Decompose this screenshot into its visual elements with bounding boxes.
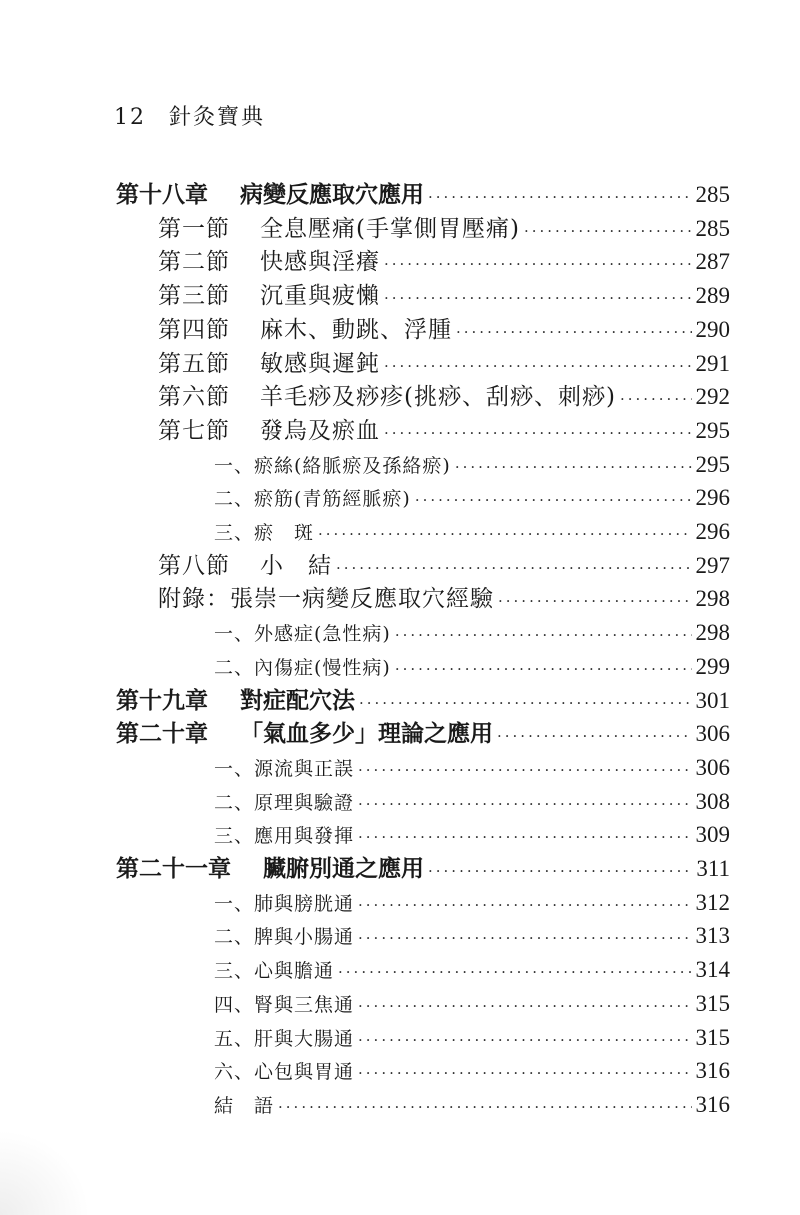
toc-entry-page: 292 [695, 384, 730, 410]
toc-entry-prefix: 第五節 [158, 350, 230, 377]
toc-entry-page: 316 [695, 1058, 730, 1084]
toc-entry-label [158, 347, 380, 381]
toc-entry-sec [158, 380, 730, 414]
dot-leader [358, 921, 691, 955]
toc-entry-sub [214, 785, 730, 819]
toc-entry-page: 309 [695, 822, 730, 848]
toc-entry-sub [214, 818, 730, 852]
toc-entry-label [158, 279, 380, 313]
toc-entry-page: 308 [695, 788, 730, 814]
toc-entry-title: 快感與淫癢 [260, 249, 380, 276]
toc-entry-title: 對症配穴法 [240, 687, 355, 714]
toc-entry-page: 311 [696, 856, 730, 881]
toc-entry-page: 315 [695, 990, 730, 1016]
toc-entry-label: 二、內傷症(慢性病) [214, 656, 391, 679]
toc-entry-page: 295 [695, 417, 730, 443]
dot-leader [358, 753, 691, 787]
toc-entry-label [158, 414, 380, 448]
dot-leader [456, 315, 692, 349]
toc-entry-label [158, 380, 616, 414]
toc-entry-sub [214, 448, 730, 482]
dot-leader [455, 450, 692, 484]
toc-entry-label: 五、肝與大腸通 [214, 1027, 355, 1050]
toc-entry-page: 289 [695, 283, 730, 309]
toc-entry-page: 316 [695, 1091, 730, 1117]
toc-entry-label [116, 852, 424, 886]
toc-entry-sub [214, 650, 730, 684]
toc-entry-label: 三、心與膽通 [214, 960, 335, 983]
page-header [114, 100, 265, 131]
toc-entry-page: 296 [695, 519, 730, 544]
toc-entry-chapter [116, 852, 730, 886]
toc-entry-sub [214, 1021, 730, 1055]
toc-entry-sub [214, 987, 730, 1021]
dot-leader [358, 1023, 691, 1057]
toc-entry-sub [214, 919, 730, 953]
toc-entry-sub [214, 515, 730, 549]
toc-entry-prefix: 第二節 [158, 249, 230, 276]
toc-entry-page: 314 [695, 957, 730, 983]
dot-leader [278, 1090, 691, 1124]
toc-entry-page: 298 [695, 586, 730, 612]
toc-entry-page: 290 [695, 316, 730, 342]
toc-entry-page: 285 [695, 182, 730, 207]
dot-leader [384, 281, 692, 315]
toc-entry-label: 結 語 [214, 1094, 275, 1117]
toc-entry-chapter [116, 717, 730, 751]
toc-entry-sub [214, 1088, 730, 1122]
toc-entry-sec [158, 347, 730, 381]
toc-entry-page: 298 [695, 620, 730, 646]
dot-leader [384, 247, 692, 281]
toc-entry-page: 296 [695, 485, 730, 511]
toc-entry-sub [214, 953, 730, 987]
toc-entry-page: 315 [695, 1024, 730, 1050]
dot-leader [384, 416, 692, 450]
toc-entry-title: 麻木、動跳、浮腫 [260, 316, 452, 343]
toc-entry-title: 沉重與疲懶 [260, 283, 380, 310]
dot-leader [336, 551, 692, 585]
toc-entry-label: 二、瘀筋(青筋經脈瘀) [214, 488, 411, 511]
toc-entry-title: 臟腑別通之應用 [263, 856, 424, 882]
toc-entry-sub [214, 1054, 730, 1088]
page-stain [0, 1130, 90, 1215]
book-title: 針灸寶典 [169, 105, 266, 130]
toc-entry-sub [214, 481, 730, 515]
toc-entry-sec [158, 245, 730, 279]
toc-entry-label: 一、瘀絲(絡脈瘀及孫絡瘀) [214, 454, 451, 477]
toc-entry-prefix: 第三節 [158, 283, 230, 310]
toc-entry-sub [214, 751, 730, 785]
toc-entry-sub [214, 616, 730, 650]
toc-entry-label [158, 549, 332, 583]
toc-entry-prefix: 第八節 [158, 552, 230, 579]
toc-entry-sec [158, 212, 730, 246]
dot-leader [359, 686, 692, 720]
dot-leader [358, 888, 691, 922]
dot-leader [358, 820, 691, 854]
toc-entry-label: 一、肺與膀胱通 [214, 892, 355, 915]
toc-entry-title: 羊毛痧及痧疹(挑痧、刮痧、刺痧) [260, 384, 616, 411]
toc-entry-page: 297 [695, 552, 730, 578]
toc-entry-prefix: 第二十一章 [116, 856, 231, 882]
dot-leader [428, 854, 692, 888]
toc-entry-prefix: 第七節 [158, 417, 230, 444]
toc-entry-app [158, 582, 730, 616]
dot-leader [338, 955, 691, 989]
toc-entry-page: 295 [695, 451, 730, 477]
toc-entry-label: 附錄：張崇一病變反應取穴經驗 [158, 586, 494, 613]
dot-leader [620, 382, 692, 416]
toc-entry-label [158, 313, 452, 347]
toc-entry-title: 發烏及瘀血 [260, 417, 380, 444]
toc-entry-sec [158, 279, 730, 313]
toc-entry-label [158, 212, 520, 246]
toc-entry-prefix: 第十九章 [116, 687, 208, 714]
toc-entry-label: 三、瘀 斑 [214, 522, 315, 544]
dot-leader [415, 483, 692, 517]
toc-entry-page: 287 [695, 249, 730, 275]
toc-entry-label: 二、原理與驗證 [214, 791, 355, 814]
dot-leader [428, 180, 692, 214]
toc-entry-label [116, 178, 424, 212]
toc-entry-page: 299 [695, 653, 730, 679]
toc-entry-label: 一、外感症(急性病) [214, 623, 391, 646]
toc-entry-label: 二、脾與小腸通 [214, 926, 355, 949]
toc-entry-label [116, 717, 493, 751]
toc-entry-label: 一、源流與正誤 [214, 757, 355, 780]
dot-leader [318, 517, 691, 551]
toc-entry-label [158, 245, 380, 279]
dot-leader [497, 719, 692, 753]
dot-leader [498, 584, 692, 618]
toc-entry-page: 313 [695, 923, 730, 949]
toc-entry-page: 306 [695, 721, 730, 747]
dot-leader [358, 989, 691, 1023]
dot-leader [524, 214, 692, 248]
toc-entry-prefix: 第一節 [158, 215, 230, 242]
toc-entry-label: 三、應用與發揮 [214, 825, 355, 848]
dot-leader [395, 618, 692, 652]
toc-entry-prefix: 第四節 [158, 316, 230, 343]
dot-leader [358, 1056, 691, 1090]
toc-entry-sec [158, 414, 730, 448]
toc-entry-title: 敏感與遲鈍 [260, 350, 380, 377]
dot-leader [395, 652, 692, 686]
toc-entry-label: 四、腎與三焦通 [214, 993, 355, 1016]
toc-entry-page: 306 [695, 754, 730, 780]
toc-entry-label [116, 684, 355, 718]
toc-entry-sub [214, 886, 730, 920]
dot-leader [358, 787, 691, 821]
toc-entry-page: 301 [695, 687, 730, 713]
toc-entry-title: 全息壓痛(手掌側胃壓痛) [260, 215, 520, 242]
toc-entry-page: 312 [695, 889, 730, 915]
toc-entry-prefix: 第六節 [158, 384, 230, 411]
page-number: 12 [114, 105, 146, 130]
dot-leader [384, 349, 692, 383]
toc-entry-page: 285 [695, 215, 730, 241]
toc-entry-title: 病變反應取穴應用 [240, 182, 424, 208]
toc-entry-chapter [116, 684, 730, 718]
toc-entry-title: 小 結 [260, 552, 332, 579]
toc-entry-prefix: 第十八章 [116, 182, 208, 208]
toc-entry-prefix: 第二十章 [116, 721, 208, 748]
toc-entry-chapter [116, 178, 730, 212]
toc-entry-page: 291 [695, 350, 730, 376]
toc-entry-sec [158, 313, 730, 347]
toc-entry-sec [158, 549, 730, 583]
toc-entry-title: 「氣血多少」理論之應用 [240, 721, 493, 748]
toc-entry-label: 六、心包與胃通 [214, 1061, 355, 1084]
